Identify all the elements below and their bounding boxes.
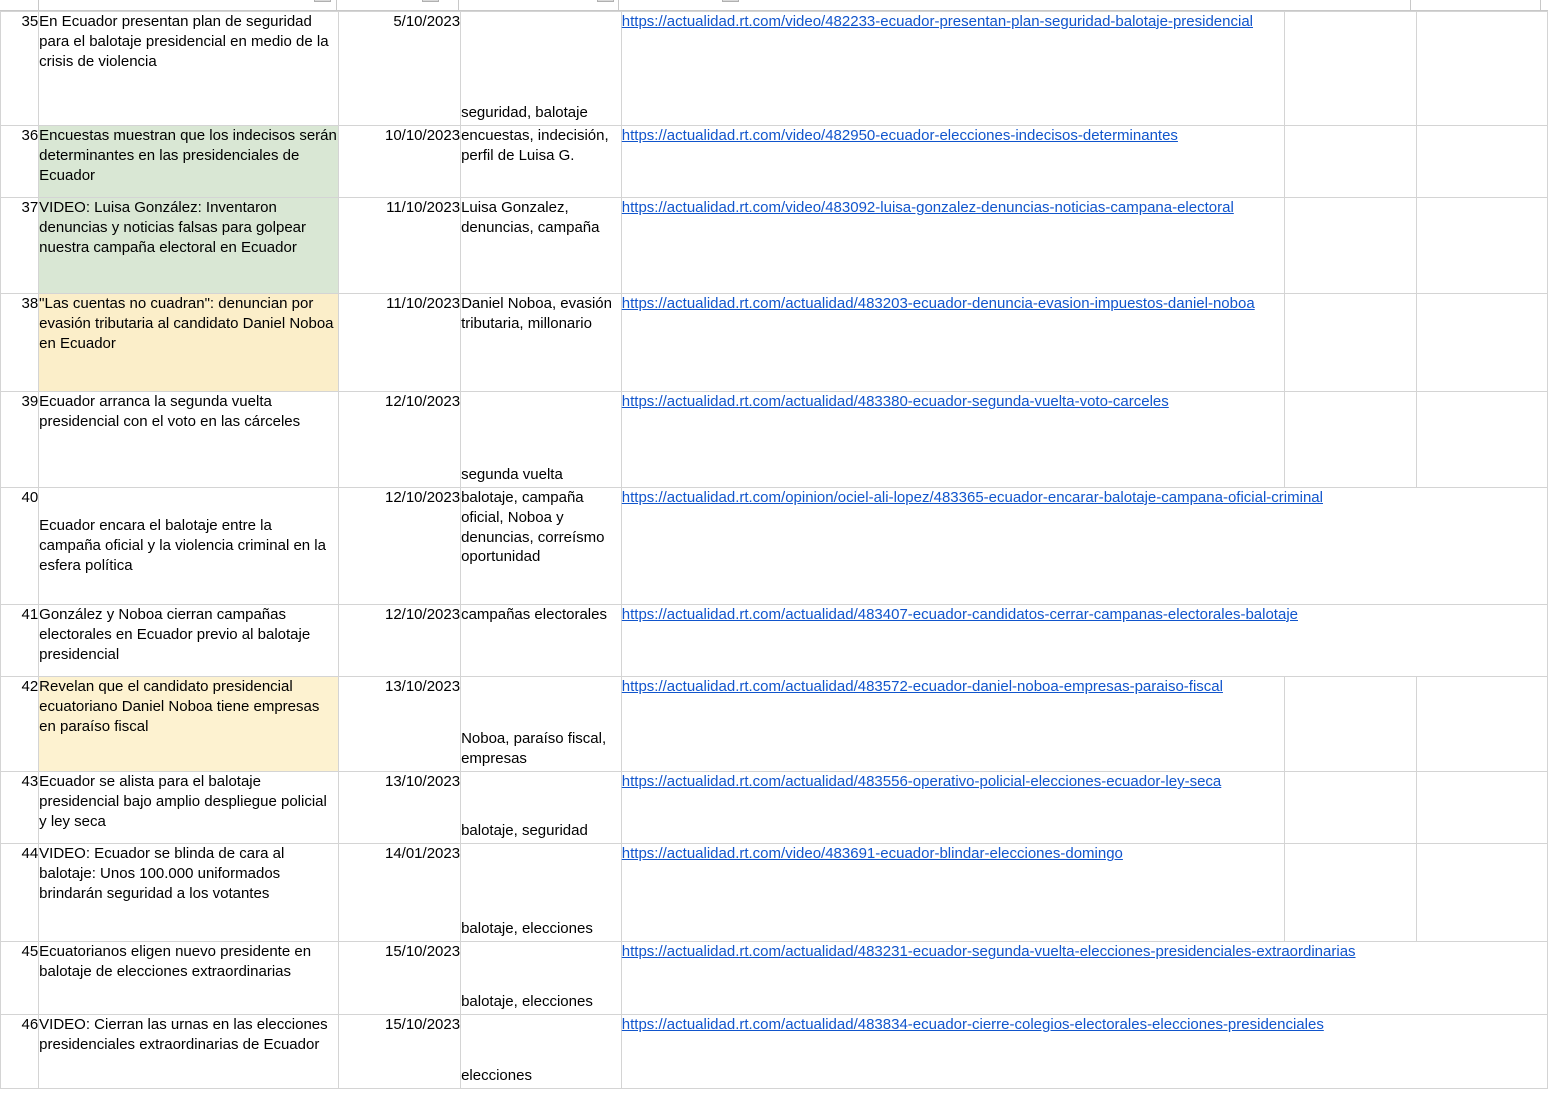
cell-extra1[interactable]	[1284, 677, 1417, 772]
cell-tags[interactable]: Luisa Gonzalez, denuncias, campaña	[461, 198, 622, 294]
cell-url[interactable]	[621, 844, 1284, 942]
cell-tags[interactable]: balotaje, seguridad	[461, 772, 622, 844]
cell-title[interactable]: Encuestas muestran que los indecisos serán determinantes en las presidenciales de Ecuador	[39, 126, 338, 198]
cell-extra1[interactable]	[1284, 12, 1417, 126]
table-row	[1, 198, 1548, 294]
cell-tags[interactable]: encuestas, indecisión, perfil de Luisa G.	[461, 126, 622, 198]
cell-url[interactable]	[621, 677, 1284, 772]
column-filter-button-date[interactable]	[422, 0, 439, 2]
cell-url[interactable]	[621, 294, 1284, 392]
cell-extra2[interactable]	[1417, 12, 1548, 126]
cell-tags[interactable]: balotaje, campaña oficial, Noboa y denuncias, correísmo oportunidad	[461, 488, 622, 605]
url-link[interactable]: https://actualidad.rt.com/actualidad/483407-ecuador-candidatos-cerrar-campanas-electorales-balotaje	[621, 606, 1298, 623]
row-header[interactable]: 38	[1, 294, 39, 392]
cell-date[interactable]: 11/10/2023	[338, 294, 461, 392]
cell-url[interactable]	[621, 198, 1284, 294]
cell-extra1[interactable]	[1284, 198, 1417, 294]
cell-title[interactable]: VIDEO: Luisa González: Inventaron denuncias y noticias falsas para golpear nuestra campaña electoral en Ecuador	[39, 198, 338, 294]
row-header[interactable]: 36	[1, 126, 39, 198]
url-link[interactable]: https://actualidad.rt.com/actualidad/483556-operativo-policial-elecciones-ecuador-ley-seca	[621, 773, 1222, 790]
cell-title[interactable]: VIDEO: Ecuador se blinda de cara al balotaje: Unos 100.000 uniformados brindarán seguridad a los votantes	[39, 844, 338, 942]
url-link[interactable]: https://actualidad.rt.com/video/482233-ecuador-presentan-plan-seguridad-balotaje-presidencial	[621, 13, 1253, 30]
url-link[interactable]: https://actualidad.rt.com/actualidad/483231-ecuador-segunda-vuelta-elecciones-presidenciales-extraordinarias	[621, 943, 1356, 960]
row-header[interactable]: 39	[1, 392, 39, 488]
row-header[interactable]: 40	[1, 488, 39, 605]
cell-extra2[interactable]	[1417, 844, 1548, 942]
row-header[interactable]: 46	[1, 1015, 39, 1089]
table-row	[1, 772, 1548, 844]
cell-tags[interactable]: seguridad, balotaje	[461, 12, 622, 126]
cell-extra1[interactable]	[1284, 772, 1417, 844]
cell-url[interactable]	[621, 772, 1284, 844]
column-header-strip	[0, 0, 1548, 11]
cell-url[interactable]	[621, 1015, 1547, 1089]
table-row	[1, 942, 1548, 1015]
cell-title[interactable]: En Ecuador presentan plan de seguridad para el balotaje presidencial en medio de la crisis de violencia	[39, 12, 338, 126]
cell-url[interactable]	[621, 605, 1547, 677]
row-header[interactable]: 41	[1, 605, 39, 677]
table-row	[1, 488, 1548, 605]
cell-tags[interactable]: balotaje, elecciones	[461, 942, 622, 1015]
table-row	[1, 392, 1548, 488]
url-link[interactable]: https://actualidad.rt.com/actualidad/483834-ecuador-cierre-colegios-electorales-elecciones-presidenciales	[621, 1016, 1324, 1033]
cell-url[interactable]	[621, 12, 1284, 126]
table-row	[1, 126, 1548, 198]
cell-title[interactable]: VIDEO: Cierran las urnas en las elecciones presidenciales extraordinarias de Ecuador	[39, 1015, 338, 1089]
table-row	[1, 12, 1548, 126]
cell-date[interactable]: 15/10/2023	[338, 942, 461, 1015]
cell-date[interactable]: 14/01/2023	[338, 844, 461, 942]
column-filter-button-url[interactable]	[722, 0, 739, 2]
cell-date[interactable]: 12/10/2023	[338, 488, 461, 605]
cell-date[interactable]: 10/10/2023	[338, 126, 461, 198]
table-row	[1, 844, 1548, 942]
cell-extra2[interactable]	[1417, 294, 1548, 392]
cell-date[interactable]: 11/10/2023	[338, 198, 461, 294]
cell-title[interactable]: Ecuador se alista para el balotaje presidencial bajo amplio despliegue policial y ley seca	[39, 772, 338, 844]
column-filter-button-title[interactable]	[314, 0, 331, 2]
column-filter-button-type[interactable]	[597, 0, 614, 2]
cell-url[interactable]	[621, 392, 1284, 488]
cell-url[interactable]	[621, 126, 1284, 198]
cell-date[interactable]: 12/10/2023	[338, 392, 461, 488]
cell-date[interactable]: 12/10/2023	[338, 605, 461, 677]
cell-date[interactable]: 13/10/2023	[338, 677, 461, 772]
cell-date[interactable]: 15/10/2023	[338, 1015, 461, 1089]
cell-title[interactable]: González y Noboa cierran campañas electorales en Ecuador previo al balotaje presidencial	[39, 605, 338, 677]
cell-tags[interactable]: balotaje, elecciones	[461, 844, 622, 942]
cell-tags[interactable]: Daniel Noboa, evasión tributaria, millonario	[461, 294, 622, 392]
cell-title[interactable]: Ecuador arranca la segunda vuelta presidencial con el voto en las cárceles	[39, 392, 338, 488]
cell-tags[interactable]: Noboa, paraíso fiscal, empresas	[461, 677, 622, 772]
url-link[interactable]: https://actualidad.rt.com/video/483691-ecuador-blindar-elecciones-domingo	[621, 845, 1123, 862]
cell-title[interactable]: Revelan que el candidato presidencial ecuatoriano Daniel Noboa tiene empresas en paraíso fiscal	[39, 677, 338, 772]
cell-title[interactable]: Ecuador encara el balotaje entre la campaña oficial y la violencia criminal en la esfera política	[39, 488, 338, 605]
cell-title[interactable]: Ecuatorianos eligen nuevo presidente en balotaje de elecciones extraordinarias	[39, 942, 338, 1015]
cell-extra2[interactable]	[1417, 198, 1548, 294]
url-link[interactable]: https://actualidad.rt.com/actualidad/483572-ecuador-daniel-noboa-empresas-paraiso-fiscal	[621, 678, 1223, 695]
table-row	[1, 1015, 1548, 1089]
url-link[interactable]: https://actualidad.rt.com/opinion/ociel-ali-lopez/483365-ecuador-encarar-balotaje-campana-oficial-criminal	[621, 489, 1323, 506]
cell-extra1[interactable]	[1284, 392, 1417, 488]
table-row	[1, 294, 1548, 392]
cell-tags[interactable]: segunda vuelta	[461, 392, 622, 488]
cell-extra2[interactable]	[1417, 677, 1548, 772]
row-header[interactable]: 37	[1, 198, 39, 294]
cell-tags[interactable]: elecciones	[461, 1015, 622, 1089]
row-header[interactable]: 45	[1, 942, 39, 1015]
table-row	[1, 605, 1548, 677]
grid-body	[1, 12, 1548, 1089]
row-header[interactable]: 42	[1, 677, 39, 772]
row-header[interactable]: 44	[1, 844, 39, 942]
cell-extra2[interactable]	[1417, 392, 1548, 488]
cell-date[interactable]: 5/10/2023	[338, 12, 461, 126]
row-header[interactable]: 43	[1, 772, 39, 844]
cell-url[interactable]	[621, 488, 1547, 605]
url-link[interactable]: https://actualidad.rt.com/actualidad/483203-ecuador-denuncia-evasion-impuestos-daniel-noboa	[621, 295, 1255, 312]
cell-extra1[interactable]	[1284, 126, 1417, 198]
cell-extra1[interactable]	[1284, 294, 1417, 392]
cell-tags[interactable]: campañas electorales	[461, 605, 622, 677]
url-link[interactable]: https://actualidad.rt.com/video/482950-ecuador-elecciones-indecisos-determinantes	[621, 127, 1178, 144]
cell-extra1[interactable]	[1284, 844, 1417, 942]
cell-extra2[interactable]	[1417, 772, 1548, 844]
cell-title[interactable]: "Las cuentas no cuadran": denuncian por evasión tributaria al candidato Daniel Noboa en Ecuador	[39, 294, 338, 392]
url-link[interactable]: https://actualidad.rt.com/video/483092-luisa-gonzalez-denuncias-noticias-campana-electoral	[621, 199, 1234, 216]
cell-extra2[interactable]	[1417, 126, 1548, 198]
cell-url[interactable]	[621, 942, 1547, 1015]
data-grid[interactable]	[0, 11, 1548, 1089]
url-link[interactable]: https://actualidad.rt.com/actualidad/483380-ecuador-segunda-vuelta-voto-carceles	[621, 393, 1169, 410]
cell-date[interactable]: 13/10/2023	[338, 772, 461, 844]
row-header[interactable]: 35	[1, 12, 39, 126]
table-row	[1, 677, 1548, 772]
